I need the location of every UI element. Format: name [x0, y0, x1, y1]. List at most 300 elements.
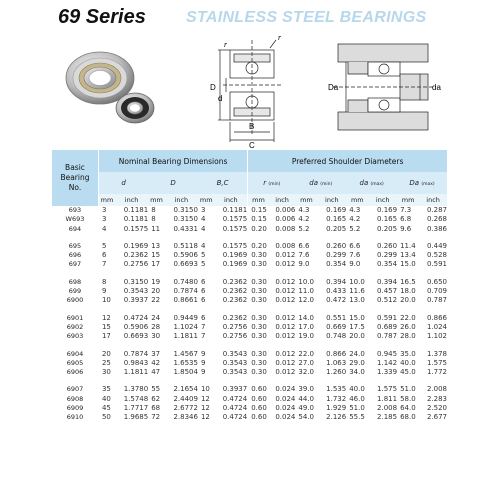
series-title: 69 Series	[58, 6, 146, 28]
col-da-min-header	[295, 172, 346, 194]
col-r-header	[248, 172, 296, 194]
bearing-number-cell: 6902	[52, 323, 98, 332]
value-cell: 0.4331	[173, 224, 198, 233]
value-cell: 0.3150	[173, 215, 198, 224]
value-cell: 68.0	[400, 413, 416, 422]
bearing-photo	[52, 38, 172, 136]
value-cell: 1.1811	[123, 368, 149, 377]
table-row	[52, 350, 447, 359]
value-cell: 0.2362	[215, 314, 248, 323]
diagram-label-r-left: r	[224, 40, 228, 49]
value-cell: 12	[101, 313, 111, 322]
value-cell: 13.0	[349, 296, 365, 305]
value-cell: 11.4	[400, 241, 416, 250]
value-cell: 0.354	[326, 260, 347, 269]
value-cell: 12	[200, 404, 210, 413]
value-cell: 0.748	[326, 332, 347, 341]
value-cell: 5.2	[298, 224, 310, 233]
table-row	[52, 368, 447, 377]
value-cell: 28	[151, 322, 161, 331]
value-cell: 14.0	[298, 313, 314, 322]
value-cell: 10	[101, 296, 111, 305]
value-cell: 2.677	[426, 413, 447, 422]
value-cell: 0.1575	[215, 242, 248, 251]
value-cell: 39.0	[298, 385, 314, 394]
basic-bearing-header	[52, 150, 98, 206]
table-row	[52, 323, 447, 332]
table-row	[52, 206, 447, 215]
value-cell: 3	[101, 206, 107, 214]
value-cell: 55.5	[349, 413, 365, 422]
value-cell: 0.1181	[123, 206, 149, 214]
value-cell: 5	[101, 241, 107, 250]
value-cell: 2.520	[426, 404, 447, 413]
value-cell: 20	[101, 349, 111, 358]
value-cell: 0.4724	[215, 404, 248, 413]
bearing-number-cell: 6904	[52, 350, 98, 359]
col-da-min-symbol: da	[309, 179, 319, 187]
value-cell: 1.102	[426, 332, 447, 341]
value-cell: 72	[151, 413, 161, 422]
bearing-number-cell: 6900	[52, 296, 98, 305]
value-cell: 0.1575	[123, 224, 149, 233]
value-cell: 0.60	[251, 413, 267, 422]
value-cell: 0.205	[326, 224, 347, 233]
bearing-number-cell: 6908	[52, 395, 98, 404]
table-row	[52, 413, 447, 422]
value-cell: 17.0	[298, 322, 314, 331]
value-cell: 26.0	[400, 322, 416, 331]
value-cell: 15.0	[349, 313, 365, 322]
value-cell: 0.012	[275, 251, 296, 260]
value-cell: 0.528	[426, 251, 447, 260]
col-r-symbol: r	[263, 179, 267, 187]
value-cell: 20	[151, 287, 161, 296]
value-cell: 49.0	[298, 404, 314, 413]
table-row	[52, 251, 447, 260]
value-cell: 15	[151, 251, 161, 260]
value-cell: 0.9449	[173, 313, 198, 322]
value-cell: 0.60	[251, 404, 267, 413]
value-cell: 40	[101, 394, 111, 403]
value-cell: 0.012	[275, 332, 296, 341]
value-cell: 0.3150	[173, 206, 198, 214]
value-cell: 9	[101, 287, 107, 296]
value-cell: 0.60	[251, 394, 267, 403]
col-Da-max-sub: (max)	[421, 182, 435, 187]
value-cell: 64.0	[400, 404, 416, 413]
group-spacer	[52, 377, 447, 385]
value-cell: 1.1024	[173, 322, 198, 331]
value-cell: 0.5906	[173, 251, 198, 260]
value-cell: 12.0	[298, 296, 314, 305]
unit-header-row	[52, 194, 447, 206]
value-cell: 0.165	[377, 215, 398, 224]
unit-inch: inch	[215, 194, 248, 206]
value-cell: 0.1181	[123, 215, 149, 224]
value-cell: 11	[151, 224, 161, 233]
diagram-label-B: B	[249, 122, 255, 131]
value-cell: 0.9843	[123, 358, 149, 367]
value-cell: 0.012	[275, 277, 296, 286]
col-da-max-sub: (max)	[370, 182, 384, 187]
table-row	[52, 260, 447, 269]
value-cell: 0.866	[326, 349, 347, 358]
value-cell: 2.185	[377, 413, 398, 422]
value-cell: 18.0	[400, 287, 416, 296]
value-cell: 42	[151, 358, 161, 367]
value-cell: 19	[151, 277, 161, 286]
spec-table-body	[52, 206, 447, 423]
value-cell: 0.60	[251, 385, 267, 394]
value-cell: 68	[151, 404, 161, 413]
bearing-number-cell: 699	[52, 287, 98, 296]
value-cell: 13	[151, 241, 161, 250]
table-row	[52, 287, 447, 296]
bearing-number-cell: 6903	[52, 332, 98, 341]
value-cell: 0.169	[326, 206, 347, 214]
value-cell: 8	[151, 206, 156, 214]
value-cell: 0.512	[377, 296, 398, 305]
value-cell: 8	[151, 215, 156, 224]
value-cell: 7	[200, 332, 206, 341]
value-cell: 0.2362	[215, 287, 248, 296]
value-cell: 45	[101, 404, 111, 413]
value-cell: 5	[200, 260, 206, 269]
value-cell: 0.5118	[173, 241, 198, 250]
table-row	[52, 296, 447, 305]
value-cell: 1.7717	[123, 404, 149, 413]
value-cell: 24	[151, 313, 161, 322]
value-cell: 0.012	[275, 260, 296, 269]
value-cell: 0.30	[251, 277, 267, 286]
value-cell: 0.4724	[215, 413, 248, 422]
value-cell: 0.2362	[215, 278, 248, 287]
value-cell: 2.6772	[173, 404, 198, 413]
value-cell: 0.15	[251, 206, 267, 214]
table-row	[52, 332, 447, 341]
bearing-number-cell: W693	[52, 215, 98, 224]
bearing-number-cell: 694	[52, 225, 98, 234]
value-cell: 5.2	[349, 224, 361, 233]
value-cell: 0.260	[377, 241, 398, 250]
value-cell: 1.378	[426, 349, 447, 358]
value-cell: 45.0	[400, 368, 416, 377]
group-spacer-cell	[52, 342, 447, 350]
col-Da-max-symbol: Da	[409, 179, 420, 187]
value-cell: 10.0	[349, 277, 365, 286]
value-cell: 29.0	[349, 358, 365, 367]
value-cell: 0.4724	[215, 395, 248, 404]
value-cell: 7	[101, 260, 107, 269]
value-cell: 0.3543	[215, 350, 248, 359]
value-cell: 0.012	[275, 349, 296, 358]
table-row	[52, 385, 447, 394]
value-cell: 0.012	[275, 296, 296, 305]
value-cell: 22.0	[400, 313, 416, 322]
value-cell: 4.3	[298, 206, 310, 214]
value-cell: 0.024	[275, 394, 296, 403]
value-cell: 17	[101, 332, 111, 341]
group-spacer	[52, 306, 447, 314]
diagram-label-r-top: r	[278, 33, 282, 42]
value-cell: 1.142	[377, 358, 398, 367]
col-BC-header: B,C	[198, 172, 248, 194]
table-row	[52, 278, 447, 287]
value-cell: 0.1575	[215, 225, 248, 234]
value-cell: 0.787	[377, 332, 398, 341]
value-cell: 0.20	[251, 241, 267, 250]
value-cell: 6	[200, 296, 206, 305]
value-cell: 11.0	[298, 287, 314, 296]
bearing-number-cell: 6905	[52, 359, 98, 368]
basic-label-line3: No.	[68, 183, 82, 192]
group-spacer-cell	[52, 270, 447, 278]
value-cell: 6	[200, 287, 206, 296]
group-spacer	[52, 342, 447, 350]
value-cell: 4.2	[298, 215, 310, 224]
col-D-header: D	[148, 172, 198, 194]
value-cell: 20.0	[400, 296, 416, 305]
value-cell: 0.169	[377, 206, 398, 214]
value-cell: 0.30	[251, 251, 267, 260]
value-cell: 0.1181	[215, 206, 248, 215]
value-cell: 16.5	[400, 277, 416, 286]
value-cell: 0.260	[326, 241, 347, 250]
value-cell: 0.1969	[123, 241, 149, 250]
value-cell: 1.3780	[123, 385, 149, 394]
shoulder-diameters-header: Preferred Shoulder Diameters	[248, 150, 447, 172]
value-cell: 55	[151, 385, 161, 394]
value-cell: 7.6	[349, 251, 361, 260]
value-cell: 0.008	[275, 224, 296, 233]
value-cell: 0.7480	[173, 277, 198, 286]
value-cell: 50	[101, 413, 111, 422]
value-cell: 6.6	[349, 241, 361, 250]
table-row	[52, 404, 447, 413]
unit-mm: mm	[397, 194, 419, 206]
value-cell: 0.3937	[123, 296, 149, 305]
value-cell: 37	[151, 349, 161, 358]
value-cell: 24.0	[349, 349, 365, 358]
value-cell: 8	[101, 277, 107, 286]
value-cell: 0.299	[377, 251, 398, 260]
value-cell: 10	[200, 385, 210, 394]
value-cell: 0.2362	[123, 251, 149, 260]
value-cell: 0.709	[426, 287, 447, 296]
value-cell: 7.3	[400, 206, 412, 214]
value-cell: 3	[101, 215, 107, 224]
value-cell: 1.575	[426, 358, 447, 367]
bearing-number-cell: 6909	[52, 404, 98, 413]
col-r-sub: (min)	[268, 182, 281, 187]
bearing-number-cell: 6910	[52, 413, 98, 422]
value-cell: 0.30	[251, 260, 267, 269]
value-cell: 0.006	[275, 206, 296, 214]
value-cell: 0.394	[326, 277, 347, 286]
value-cell: 2.008	[377, 404, 398, 413]
value-cell: 0.024	[275, 404, 296, 413]
value-cell: 6	[101, 251, 107, 260]
value-cell: 0.2362	[215, 296, 248, 305]
value-cell: 4	[200, 215, 206, 224]
value-cell: 46.0	[349, 394, 365, 403]
value-cell: 6	[200, 313, 206, 322]
value-cell: 1.063	[326, 358, 347, 367]
value-cell: 0.3543	[123, 287, 149, 296]
value-cell: 1.9685	[123, 413, 149, 422]
value-cell: 0.287	[426, 206, 447, 214]
shaft-housing-drawing	[333, 44, 436, 130]
value-cell: 32.0	[298, 368, 314, 377]
value-cell: 0.012	[275, 287, 296, 296]
value-cell: 0.386	[426, 224, 447, 233]
value-cell: 1.772	[426, 368, 447, 377]
value-cell: 0.354	[377, 260, 398, 269]
diagram-label-Da: Da	[328, 83, 339, 92]
value-cell: 4	[200, 241, 206, 250]
diagram-label-D: D	[210, 83, 216, 92]
value-cell: 0.30	[251, 349, 267, 358]
value-cell: 0.5906	[123, 322, 149, 331]
value-cell: 2.4409	[173, 394, 198, 403]
value-cell: 0.30	[251, 332, 267, 341]
value-cell: 51.0	[400, 385, 416, 394]
value-cell: 0.3543	[215, 359, 248, 368]
value-cell: 20.0	[349, 332, 365, 341]
value-cell: 0.394	[377, 277, 398, 286]
unit-inch: inch	[165, 194, 198, 206]
value-cell: 0.012	[275, 313, 296, 322]
value-cell: 0.472	[326, 296, 347, 305]
unit-mm: mm	[346, 194, 368, 206]
value-cell: 0.7874	[173, 287, 198, 296]
nominal-dimensions-header: Nominal Bearing Dimensions	[98, 150, 247, 172]
value-cell: 0.024	[275, 413, 296, 422]
value-cell: 0.2756	[215, 332, 248, 341]
value-cell: 34.0	[349, 368, 365, 377]
brand-title: STAINLESS STEEL BEARINGS	[186, 9, 427, 26]
value-cell: 44.0	[298, 394, 314, 403]
value-cell: 0.30	[251, 358, 267, 367]
unit-inch: inch	[368, 194, 397, 206]
col-Da-max-header	[397, 172, 447, 194]
bearing-number-cell: 695	[52, 242, 98, 251]
value-cell: 0.6693	[173, 260, 198, 269]
value-cell: 22	[151, 296, 161, 305]
value-cell: 2.1654	[173, 385, 198, 394]
value-cell: 4	[101, 224, 107, 233]
value-cell: 35.0	[400, 349, 416, 358]
unit-mm: mm	[98, 194, 115, 206]
value-cell: 30	[101, 368, 111, 377]
value-cell: 0.165	[326, 215, 347, 224]
value-cell: 0.024	[275, 385, 296, 394]
value-cell: 0.6693	[123, 332, 149, 341]
unit-inch: inch	[115, 194, 148, 206]
value-cell: 54.0	[298, 413, 314, 422]
unit-mm: mm	[150, 196, 163, 204]
value-cell: 12	[200, 394, 210, 403]
diagram-label-da: da	[432, 83, 441, 92]
value-cell: 40.0	[400, 358, 416, 367]
value-cell: 7.6	[298, 251, 310, 260]
group-spacer	[52, 270, 447, 278]
unit-mm: mm	[248, 194, 269, 206]
table-row	[52, 225, 447, 234]
value-cell: 0.669	[326, 322, 347, 331]
value-cell: 0.1575	[215, 215, 248, 224]
value-cell: 0.591	[426, 260, 447, 269]
value-cell: 1.339	[377, 368, 398, 377]
value-cell: 19.0	[298, 332, 314, 341]
value-cell: 0.006	[275, 215, 296, 224]
value-cell: 9	[200, 368, 206, 377]
value-cell: 9	[200, 349, 206, 358]
value-cell: 15	[101, 322, 111, 331]
value-cell: 9.0	[298, 260, 310, 269]
value-cell: 0.30	[251, 313, 267, 322]
value-cell: 15.0	[400, 260, 416, 269]
value-cell: 1.1811	[173, 332, 198, 341]
value-cell: 0.30	[251, 368, 267, 377]
value-cell: 58.0	[400, 394, 416, 403]
value-cell: 9.0	[349, 260, 361, 269]
value-cell: 0.012	[275, 368, 296, 377]
basic-label-line1: Basic	[65, 163, 85, 172]
value-cell: 2.126	[326, 413, 347, 422]
value-cell: 0.433	[326, 287, 347, 296]
table-row	[52, 395, 447, 404]
value-cell: 1.929	[326, 404, 347, 413]
value-cell: 0.591	[377, 313, 398, 322]
value-cell: 0.2756	[123, 260, 149, 269]
group-spacer	[52, 234, 447, 242]
value-cell: 4.2	[349, 215, 361, 224]
bearing-number-cell: 6906	[52, 368, 98, 377]
value-cell: 51.0	[349, 404, 365, 413]
value-cell: 0.1969	[215, 260, 248, 269]
value-cell: 0.8661	[173, 296, 198, 305]
table-row	[52, 314, 447, 323]
value-cell: 9.6	[400, 224, 412, 233]
value-cell: 1.811	[377, 394, 398, 403]
small-bearing	[116, 93, 154, 123]
value-cell: 11.6	[349, 287, 365, 296]
value-cell: 6.6	[298, 241, 310, 250]
group-spacer-cell	[52, 234, 447, 242]
value-cell: 1.4567	[173, 349, 198, 358]
value-cell: 17	[151, 260, 161, 269]
basic-label-line2: Bearing	[60, 173, 90, 182]
value-cell: 3	[200, 206, 206, 214]
value-cell: 0.787	[426, 296, 447, 305]
value-cell: 0.20	[251, 224, 267, 233]
bearing-cross-section-diagram	[198, 30, 448, 148]
value-cell: 0.012	[275, 358, 296, 367]
unit-inch: inch	[317, 194, 346, 206]
value-cell: 0.4724	[123, 313, 149, 322]
value-cell: 0.689	[377, 322, 398, 331]
col-da-min-sub: (min)	[320, 182, 333, 187]
value-cell: 0.30	[251, 322, 267, 331]
value-cell: 0.866	[426, 313, 447, 322]
value-cell: 0.008	[275, 241, 296, 250]
value-cell: 5	[200, 251, 206, 260]
value-cell: 27.0	[298, 358, 314, 367]
table-row	[52, 215, 447, 224]
bearing-spec-table	[52, 150, 447, 423]
